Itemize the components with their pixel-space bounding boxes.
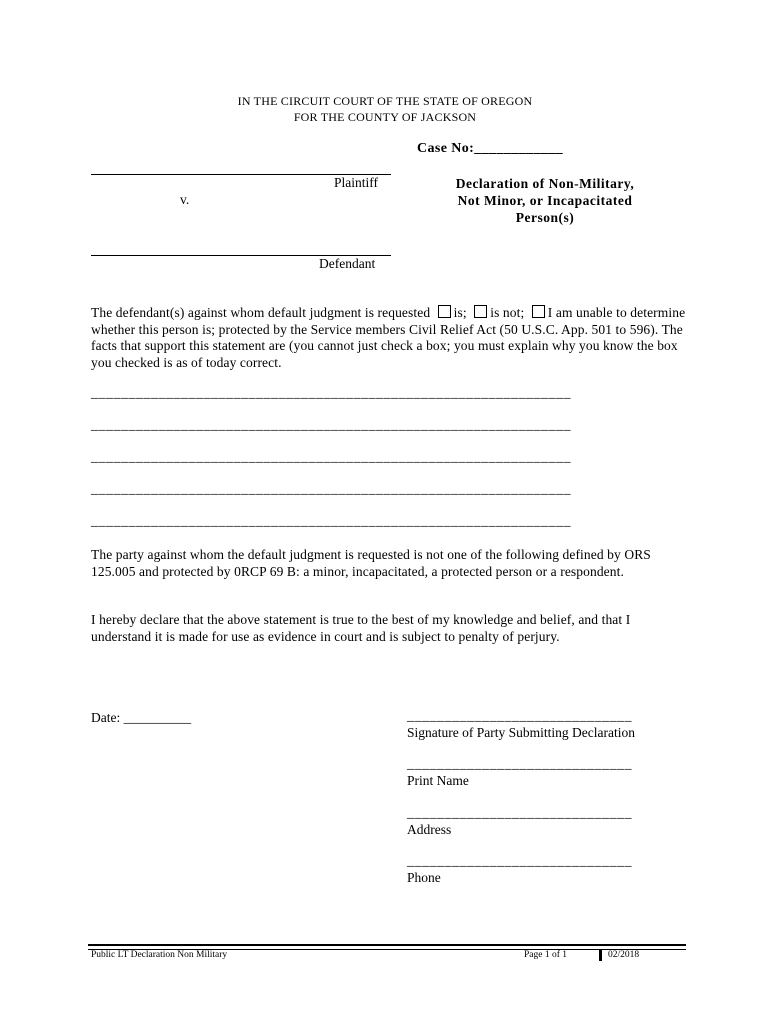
checkbox-is-not[interactable] xyxy=(474,305,487,318)
signature-label: Signature of Party Submitting Declaration xyxy=(407,725,635,740)
option-unable-label: I am unable xyxy=(547,305,613,320)
facts-line-5[interactable]: ________________________________________________________________ xyxy=(91,514,571,529)
footer-separator xyxy=(599,949,602,961)
address-label: Address xyxy=(407,822,452,837)
checkbox-is[interactable] xyxy=(438,305,451,318)
address-line[interactable]: ______________________________ xyxy=(407,806,632,821)
signature-line[interactable]: ______________________________ xyxy=(407,709,632,724)
phone-line[interactable]: ______________________________ xyxy=(407,854,632,869)
defendant-label: Defendant xyxy=(319,256,376,271)
military-status-statement xyxy=(91,305,691,371)
statement-continuation: to determine whether this person is; protected by the Service members Civil Relief Act (50 U.S.C. App. 501 to 596). The facts that support this statement are (you cannot just check a box; you must explain why you know the box you checked is as of today correct. xyxy=(91,305,686,370)
footer-page-number: Page 1 of 1 xyxy=(524,950,568,960)
document-title xyxy=(400,175,690,226)
facts-line-3[interactable]: ________________________________________________________________ xyxy=(91,450,571,465)
date-field[interactable] xyxy=(91,710,191,726)
facts-line-4[interactable]: ________________________________________________________________ xyxy=(91,482,571,497)
case-number-field[interactable]: ____________ xyxy=(474,141,564,156)
minor-statement: The party against whom the default judgment is requested is not one of the following defined by ORS 125.005 and protected by 0RCP 69 B: a minor, incapacitated, a protected person or a respondent. xyxy=(91,547,651,579)
date-blank[interactable]: __________ xyxy=(123,710,192,725)
option-is-label: is; xyxy=(453,305,467,320)
print-name-label: Print Name xyxy=(407,773,469,788)
title-line-1: Declaration of Non-Military, xyxy=(455,176,635,191)
title-line-3: Person(s) xyxy=(515,210,575,225)
statement-intro: The defendant(s) against whom default judgment is requested xyxy=(91,305,431,320)
option-is-not-label: is not; xyxy=(490,305,525,320)
plaintiff-label: Plaintiff xyxy=(334,175,379,190)
print-name-line[interactable]: ______________________________ xyxy=(407,757,632,772)
date-label: Date: xyxy=(91,710,121,725)
case-number-label: Case No: xyxy=(417,141,475,156)
versus-label: v. xyxy=(180,192,190,207)
phone-label: Phone xyxy=(407,870,441,885)
title-line-2: Not Minor, or Incapacitated xyxy=(457,193,633,208)
case-number[interactable] xyxy=(417,141,563,157)
court-name-line2: FOR THE COUNTY OF JACKSON xyxy=(293,110,477,124)
footer-form-name: Public LT Declaration Non Military xyxy=(91,950,228,960)
perjury-declaration: I hereby declare that the above statement is true to the best of my knowledge and belief, and that I understand it is made for use as evidence in court and is subject to penalty of perjury. xyxy=(91,612,631,644)
footer-revision-date: 02/2018 xyxy=(608,950,640,960)
facts-line-2[interactable]: ________________________________________________________________ xyxy=(91,418,571,433)
facts-line-1[interactable]: ________________________________________________________________ xyxy=(91,386,571,401)
court-name-line1: IN THE CIRCUIT COURT OF THE STATE OF OREGON xyxy=(237,94,533,108)
checkbox-unable[interactable] xyxy=(532,305,545,318)
